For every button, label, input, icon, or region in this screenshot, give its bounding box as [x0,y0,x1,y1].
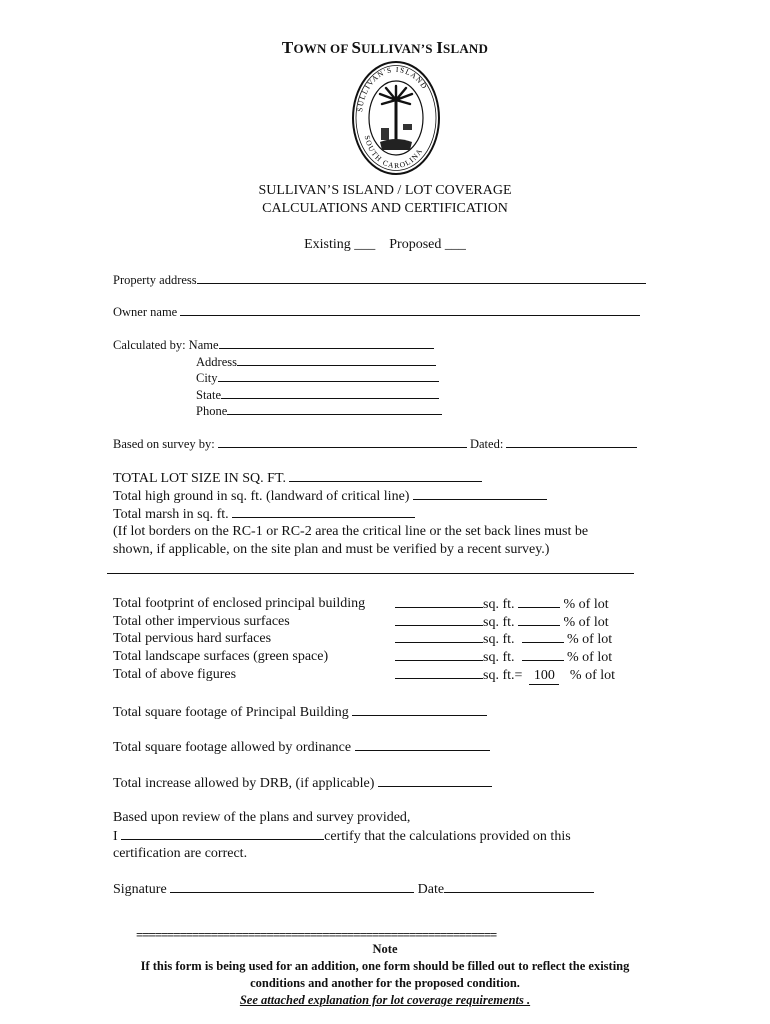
calculated-by-label: Calculated by: Name [113,338,219,352]
increase-drb-label: Total increase allowed by DRB, (if applicable) [113,776,375,791]
marsh-row [113,506,415,523]
certifier-name-field[interactable] [121,828,324,840]
property-address-label: Property address [113,273,197,287]
marsh-field[interactable] [232,506,415,518]
coverage-row-4-values [395,667,615,685]
calculated-by-state-row [196,387,439,403]
calculated-by-address-field[interactable] [237,354,436,366]
seal-text-bottom: SOUTH CAROLINA [362,134,425,171]
principal-building-row [113,704,487,721]
survey-row [113,436,637,452]
lot-coverage-explanation-link[interactable]: See attached explanation for lot coverage requirements . [239,993,531,1007]
date-label: Date [417,882,445,897]
certification-suffix: certify that the calculations provided on this [324,829,571,844]
note-line1: If this form is being used for an addition, one form should be filled out to reflect the existing [140,959,630,973]
coverage-label-0: Total footprint of enclosed principal building [113,596,366,611]
coverage-unit-4: sq. ft.= [483,668,523,683]
property-address-field[interactable] [197,272,646,284]
coverage-pct-label-2: % of lot [567,632,613,647]
coverage-pct-label-4: % of lot [569,668,616,683]
coverage-label-4: Total of above figures [113,667,237,682]
lot-note-line1: (If lot borders on the RC-1 or RC-2 area the critical line or the set back lines must be [113,524,589,539]
certification-line1: Based upon review of the plans and survey provided, [113,810,411,825]
coverage-pct-field-3[interactable] [522,649,564,661]
certification-line3: certification are correct. [113,846,248,861]
increase-drb-field[interactable] [378,775,492,787]
certification-line2 [113,828,571,845]
coverage-pct-field-0[interactable] [518,596,560,608]
title-initial-s: S [351,38,362,57]
existing-proposed-row [0,237,770,253]
survey-by-label: Based on survey by: [113,437,215,451]
page-title [0,38,770,58]
property-address-row [113,272,646,288]
coverage-label-2: Total pervious hard surfaces [113,631,272,646]
high-ground-field[interactable] [413,488,547,500]
survey-by-field[interactable] [218,436,467,448]
coverage-label-1: Total other impervious surfaces [113,614,290,629]
principal-building-label: Total square footage of Principal Building [113,705,349,720]
coverage-unit-0: sq. ft. [483,597,515,612]
signature-label: Signature [113,882,167,897]
coverage-pct-field-1[interactable] [518,614,560,626]
calculated-by-address-row [196,354,436,370]
form-subtitle-line1: SULLIVAN’S ISLAND / LOT COVERAGE [258,183,512,198]
title-initial-i: I [436,38,444,57]
allowed-ordinance-row [113,739,490,756]
calculated-by-city-row [196,370,439,386]
coverage-pct-label-3: % of lot [567,650,613,665]
title-word-sullivans: ULLIVAN’S [361,41,437,56]
high-ground-row [113,488,547,505]
calculated-by-address-label: Address [196,355,237,369]
coverage-row-3-values [395,649,612,666]
coverage-row-1-values [395,614,609,631]
calculated-by-city-field[interactable] [218,370,439,382]
owner-name-label: Owner name [113,305,178,319]
principal-building-field[interactable] [352,704,487,716]
calculated-by-name-field[interactable] [219,337,434,349]
certification-prefix: I [113,829,118,844]
form-subtitle-line2: CALCULATIONS AND CERTIFICATION [262,201,508,216]
note-title: Note [372,942,398,956]
survey-dated-label: Dated: [469,437,504,451]
coverage-sqft-field-0[interactable] [395,596,483,608]
town-seal-icon [350,58,442,178]
calculated-by-state-label: State [196,388,221,402]
total-lot-size-row [113,470,482,487]
owner-name-field[interactable] [180,304,640,316]
coverage-pct-field-2[interactable] [522,631,564,643]
calculated-by-phone-field[interactable] [227,403,442,415]
calculated-by-name-row [113,337,434,353]
coverage-label-3: Total landscape surfaces (green space) [113,649,329,664]
marsh-label: Total marsh in sq. ft. [113,507,229,522]
allowed-ordinance-field[interactable] [355,739,490,751]
calculated-by-city-label: City [196,371,218,385]
calculated-by-state-field[interactable] [221,387,439,399]
coverage-sqft-field-3[interactable] [395,649,483,661]
high-ground-label: Total high ground in sq. ft. (landward of critical line) [113,489,410,504]
note-line2: conditions and another for the proposed condition. [250,976,520,990]
coverage-unit-2: sq. ft. [483,632,515,647]
signature-row [113,881,594,898]
coverage-unit-3: sq. ft. [483,650,515,665]
section-divider [107,573,634,574]
proposed-checkbox[interactable]: Proposed ___ [389,237,466,252]
coverage-pct-label-1: % of lot [563,615,609,630]
footer-separator: ========================================================== [136,927,497,942]
total-lot-size-label: TOTAL LOT SIZE IN SQ. FT. [113,471,286,486]
signature-field[interactable] [170,881,414,893]
coverage-total-pct-value[interactable]: 100 [529,668,559,685]
title-word-island: SLAND [443,41,489,56]
total-lot-size-field[interactable] [289,470,482,482]
coverage-row-0-values [395,596,609,613]
coverage-sqft-field-4[interactable] [395,667,483,679]
owner-name-row [113,304,640,320]
survey-dated-field[interactable] [506,436,637,448]
seal-text-top: SULLIVAN'S ISLAND [355,64,430,113]
increase-drb-row [113,775,492,792]
date-field[interactable] [444,881,594,893]
calculated-by-phone-row [196,403,442,419]
coverage-sqft-field-1[interactable] [395,614,483,626]
existing-checkbox[interactable]: Existing ___ [304,237,376,252]
lot-note-line2: shown, if applicable, on the site plan and must be verified by a recent survey.) [113,542,550,557]
coverage-unit-1: sq. ft. [483,615,515,630]
coverage-pct-label-0: % of lot [563,597,609,612]
calculated-by-phone-label: Phone [196,404,228,418]
title-initial-t: T [281,38,294,57]
title-word-town: OWN OF [293,41,352,56]
coverage-sqft-field-2[interactable] [395,631,483,643]
coverage-row-2-values [395,631,612,648]
allowed-ordinance-label: Total square footage allowed by ordinance [113,740,352,755]
